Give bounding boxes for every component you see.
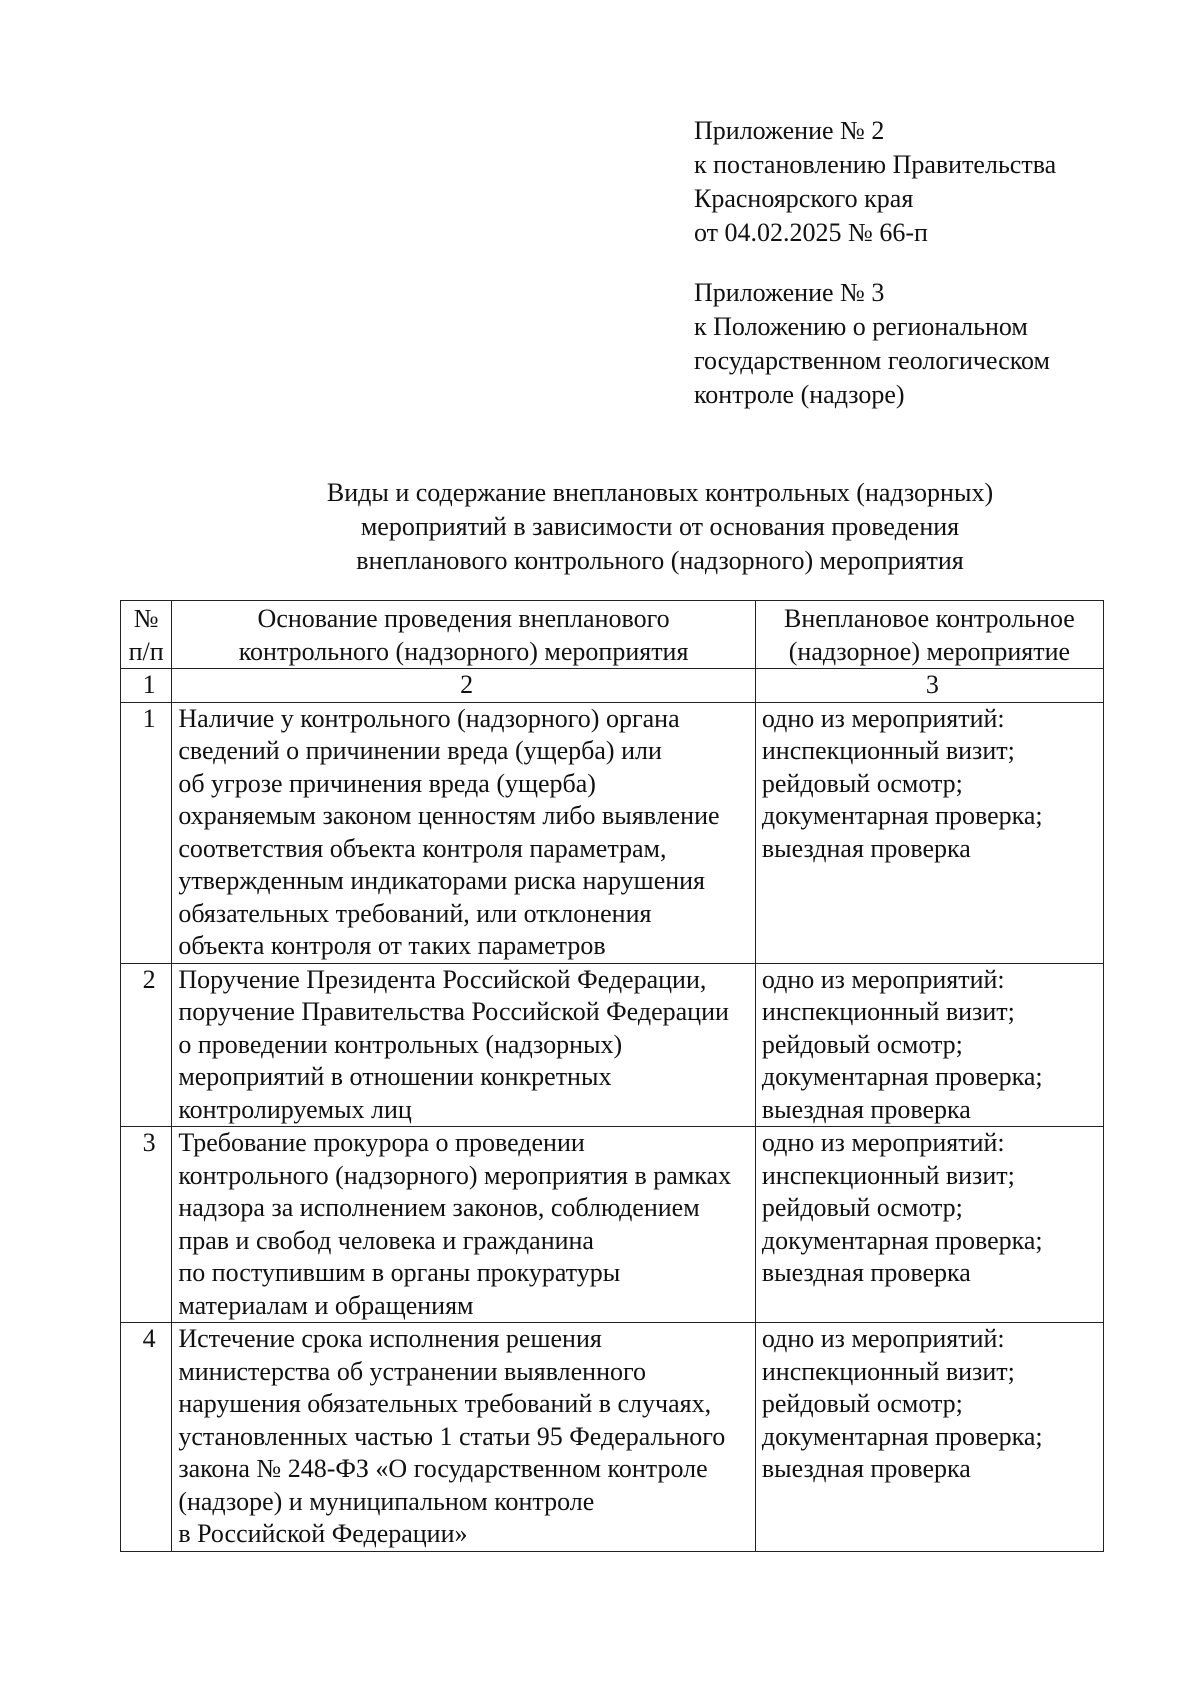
basis-line: закона № 248-ФЗ «О государственном контроле — [178, 1454, 708, 1483]
column-number: 2 — [172, 669, 756, 703]
header-basis-line: Основание проведения внепланового — [257, 604, 670, 633]
event-cell — [755, 702, 1103, 963]
basis-line: (надзоре) и муниципальном контроле — [178, 1486, 595, 1516]
basis-line: сведений о причинении вреда (ущерба) или — [178, 736, 662, 765]
table-row — [121, 702, 1104, 963]
event-line: выездная проверка — [761, 1454, 971, 1483]
basis-cell — [172, 1323, 756, 1552]
basis-line: министерства об устранении выявленного — [178, 1356, 647, 1386]
event-line: одно из мероприятий: — [761, 703, 1005, 733]
annex-3-line: к Положению о региональном — [694, 312, 1028, 341]
title-line: Виды и содержание внеплановых контрольных (надзорных) — [326, 478, 994, 507]
annex-2-header — [694, 114, 1056, 250]
basis-cell — [172, 963, 756, 1127]
basis-line: Требование прокурора о проведении — [178, 1128, 585, 1157]
event-cell — [755, 963, 1103, 1127]
event-line: выездная проверка — [761, 833, 971, 863]
header-event-line: Внеплановое контрольное — [784, 604, 1075, 633]
header-event-line: (надзорное) мероприятие — [788, 636, 1071, 666]
header-basis-line: контрольного (надзорного) мероприятия — [238, 636, 689, 666]
table-header-row — [121, 601, 1104, 669]
basis-line: материалам и обращениям — [178, 1290, 474, 1320]
header-event — [755, 601, 1103, 669]
event-cell — [755, 1127, 1103, 1323]
inspection-types-table — [120, 600, 1104, 1552]
event-line: выездная проверка — [761, 1094, 971, 1124]
event-line: документарная проверка; — [761, 1421, 1043, 1451]
event-line: рейдовый осмотр; — [761, 1389, 963, 1418]
event-line: рейдовый осмотр; — [761, 1193, 963, 1222]
basis-line: по поступившим в органы прокуратуры — [178, 1258, 621, 1287]
event-line: инспекционный визит; — [761, 736, 1015, 765]
annex-2-line: Красноярского края — [694, 184, 914, 213]
basis-line: обязательных требований, или отклонения — [178, 898, 652, 928]
header-basis — [172, 601, 756, 669]
row-number: 4 — [121, 1323, 172, 1552]
row-number: 1 — [121, 702, 172, 963]
basis-cell — [172, 1127, 756, 1323]
basis-line: Поручение Президента Российской Федерации, — [178, 964, 707, 994]
basis-line: в Российской Федерации» — [178, 1519, 468, 1548]
basis-line: установленных частью 1 статьи 95 Федерального — [178, 1421, 726, 1451]
event-line: одно из мероприятий: — [761, 1324, 1005, 1353]
basis-line: нарушения обязательных требований в случаях, — [178, 1389, 712, 1418]
basis-line: Истечение срока исполнения решения — [178, 1324, 602, 1353]
table-row — [121, 963, 1104, 1127]
event-line: рейдовый осмотр; — [761, 1029, 963, 1059]
basis-line: Наличие у контрольного (надзорного) органа — [178, 703, 680, 733]
event-line: одно из мероприятий: — [761, 964, 1005, 994]
event-line: документарная проверка; — [761, 801, 1043, 830]
annex-2-line: от 04.02.2025 № 66-п — [694, 218, 928, 247]
document-title — [120, 476, 1200, 578]
event-line: инспекционный визит; — [761, 1160, 1015, 1190]
event-line: документарная проверка; — [761, 1225, 1043, 1255]
basis-line: контрольного (надзорного) мероприятия в рамках — [178, 1160, 732, 1190]
basis-line: о проведении контрольных (надзорных) — [178, 1029, 623, 1059]
title-line: мероприятий в зависимости от основания проведения — [360, 512, 960, 541]
annex-2-line: Приложение № 2 — [694, 116, 885, 145]
event-line: документарная проверка; — [761, 1062, 1043, 1091]
row-number: 3 — [121, 1127, 172, 1323]
table-row — [121, 1323, 1104, 1552]
header-num-line: № — [133, 604, 159, 633]
column-number-row — [121, 669, 1104, 703]
event-line: одно из мероприятий: — [761, 1128, 1005, 1157]
title-line: внепланового контрольного (надзорного) мероприятия — [356, 546, 964, 575]
annex-2-line: к постановлению Правительства — [694, 150, 1057, 179]
event-line: рейдовый осмотр; — [761, 768, 963, 798]
basis-line: утвержденным индикаторами риска нарушения — [178, 866, 706, 895]
header-num-line: п/п — [128, 636, 164, 666]
row-number: 2 — [121, 963, 172, 1127]
annex-3-header — [694, 276, 1050, 412]
annex-3-line: контроле (надзоре) — [694, 380, 905, 409]
event-line: инспекционный визит; — [761, 997, 1015, 1026]
basis-line: соответствия объекта контроля параметрам, — [178, 833, 667, 863]
column-number: 3 — [755, 669, 1103, 703]
header-num — [121, 601, 172, 669]
basis-line: поручение Правительства Российской Федерации — [178, 997, 729, 1026]
basis-line: мероприятий в отношении конкретных — [178, 1062, 612, 1091]
basis-line: прав и свобод человека и гражданина — [178, 1225, 594, 1255]
column-number: 1 — [121, 669, 172, 703]
annex-3-line: государственном геологическом — [694, 346, 1050, 375]
basis-line: контролируемых лиц — [178, 1094, 412, 1124]
annex-3-line: Приложение № 3 — [694, 278, 885, 307]
table-row — [121, 1127, 1104, 1323]
basis-cell — [172, 702, 756, 963]
event-cell — [755, 1323, 1103, 1552]
event-line: инспекционный визит; — [761, 1356, 1015, 1386]
basis-line: охраняемым законом ценностям либо выявление — [178, 801, 720, 830]
basis-line: объекта контроля от таких параметров — [178, 931, 606, 960]
event-line: выездная проверка — [761, 1258, 971, 1287]
basis-line: надзора за исполнением законов, соблюдением — [178, 1193, 700, 1222]
basis-line: об угрозе причинения вреда (ущерба) — [178, 768, 596, 798]
